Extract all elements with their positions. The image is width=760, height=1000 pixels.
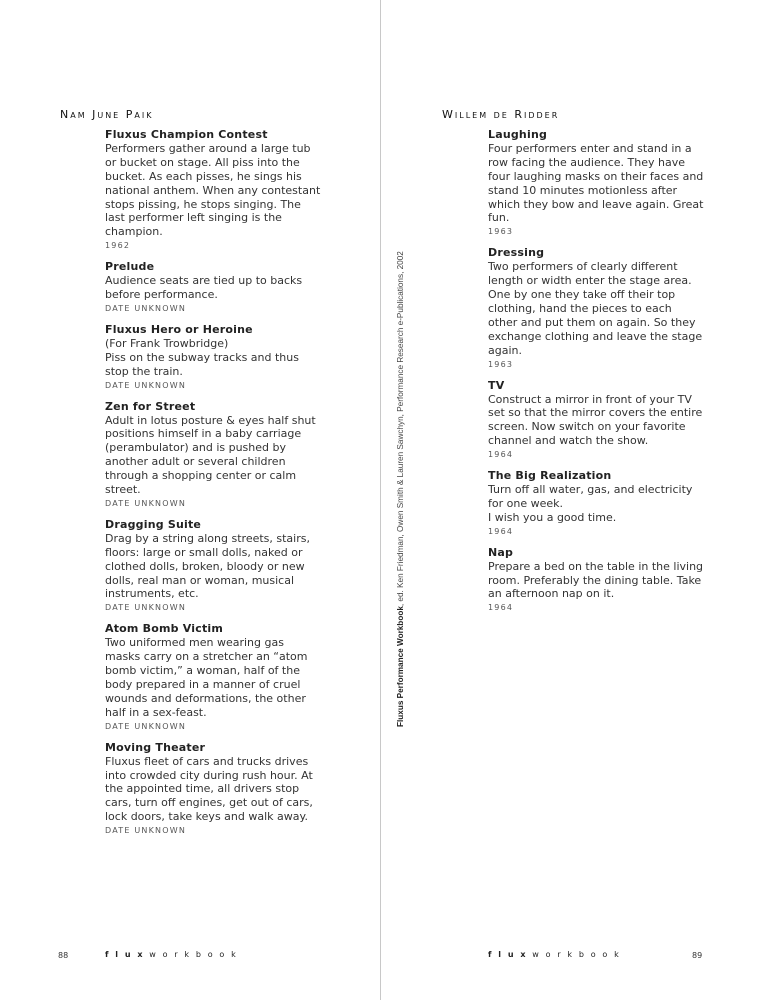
score-date: 1963 (488, 359, 514, 369)
score-entry (488, 469, 704, 538)
left-entries-column (105, 128, 321, 845)
score-title: Prelude (105, 260, 155, 274)
score-text: Turn off all water, gas, and electricity for one week. I wish you a good time. (488, 483, 693, 524)
score-date: 1962 (105, 241, 131, 251)
score-entry (105, 622, 321, 732)
score-title: Atom Bomb Victim (105, 622, 224, 636)
score-title: Fluxus Champion Contest (105, 128, 268, 141)
page-spine-divider (380, 0, 381, 1000)
credit-details: , ed. Ken Friedman, Owen Smith & Lauren Sawchyn, Performance Research e-Publications, 2002 (396, 251, 405, 607)
score-text: Audience seats are tied up to backs before performance. (105, 274, 303, 302)
score-title: Laughing (488, 128, 548, 141)
score-text: Construct a mirror in front of your TV set so that the mirror covers the entire screen. Now switch on your favorite channel and watch the show. (488, 392, 703, 448)
page-number-left: 88 (58, 951, 69, 960)
score-title: Dragging Suite (105, 517, 202, 531)
score-date: 1964 (488, 603, 514, 613)
score-title: Nap (488, 545, 514, 559)
score-entry (105, 323, 321, 392)
score-title: Dressing (488, 246, 545, 260)
author-heading-right: Willem de Ridder (442, 108, 560, 121)
score-date: 1963 (488, 227, 514, 237)
score-title: The Big Realization (488, 469, 612, 483)
score-title: Zen for Street (105, 399, 196, 413)
score-title: TV (488, 378, 505, 392)
score-entry (488, 546, 704, 615)
score-date: 1964 (488, 450, 514, 460)
score-text: Piss on the subway tracks and thus stop the train. (105, 350, 299, 378)
score-text: Adult in lotus posture & eyes half shut positions himself in a baby carriage (perambulator) and is pushed by another adult or several children through a shopping center or calm street. (105, 413, 316, 497)
score-entry (105, 128, 321, 252)
score-date: DATE UNKNOWN (105, 498, 187, 508)
footer-rest-left: workbook (149, 950, 243, 959)
page-number-right: 89 (692, 951, 703, 960)
score-date: DATE UNKNOWN (105, 603, 187, 613)
score-title: Moving Theater (105, 740, 206, 754)
score-entry (105, 741, 321, 837)
score-subtitle: (For Frank Trowbridge) (105, 336, 229, 350)
score-entry (105, 400, 321, 510)
running-footer-right (488, 950, 626, 959)
score-entry (488, 246, 704, 370)
credit-title: Fluxus Performance Workbook (396, 606, 405, 727)
right-entries-column (488, 128, 704, 622)
running-footer-left (105, 950, 243, 959)
score-text: Fluxus fleet of cars and trucks drives into crowded city during rush hour. At the appointed time, all drivers stop cars, turn off engines, get out of cars, lock doors, take keys and walk away. (105, 754, 313, 824)
footer-bold-right: flux (488, 950, 533, 959)
footer-rest-right: workbook (532, 950, 626, 959)
score-text: Four performers enter and stand in a row facing the audience. They have four laughing masks on their faces and stand 10 minutes motionless after which they bow and leave again. Great fun. (488, 141, 704, 225)
score-date: DATE UNKNOWN (105, 721, 187, 731)
score-date: DATE UNKNOWN (105, 303, 187, 313)
score-date: DATE UNKNOWN (105, 380, 187, 390)
publication-credit (396, 251, 405, 727)
score-text: Two uniformed men wearing gas masks carry on a stretcher an “atom bomb victim,” a woman, half of the body prepared in a manner of cruel wounds and deformations, the other half in a sex-feast. (105, 636, 308, 719)
score-text: Two performers of clearly different length or width enter the stage area. One by one they take off their top clothing, hand the pieces to each other and put them on again. So they exchange clothing and leave the stage again. (488, 260, 703, 357)
footer-bold-left: flux (105, 950, 150, 959)
score-date: DATE UNKNOWN (105, 826, 187, 836)
score-entry (105, 260, 321, 315)
score-text: Performers gather around a large tub or bucket on stage. All piss into the bucket. As each pisses, he sings his national anthem. When any contestant stops pissing, he stops singing. The last performer left singing is the champion. (105, 141, 321, 239)
score-date: 1964 (488, 526, 514, 536)
score-title: Fluxus Hero or Heroine (105, 322, 253, 336)
score-entry (488, 128, 704, 238)
author-heading-left: Nam June Paik (60, 108, 154, 121)
score-text: Drag by a string along streets, stairs, floors: large or small dolls, naked or clothed dolls, broken, bloody or new dolls, real man or woman, musical instruments, etc. (105, 531, 310, 601)
score-text: Prepare a bed on the table in the living room. Preferably the dining table. Take an afternoon nap on it. (488, 559, 704, 601)
score-entry (105, 518, 321, 614)
score-entry (488, 379, 704, 462)
